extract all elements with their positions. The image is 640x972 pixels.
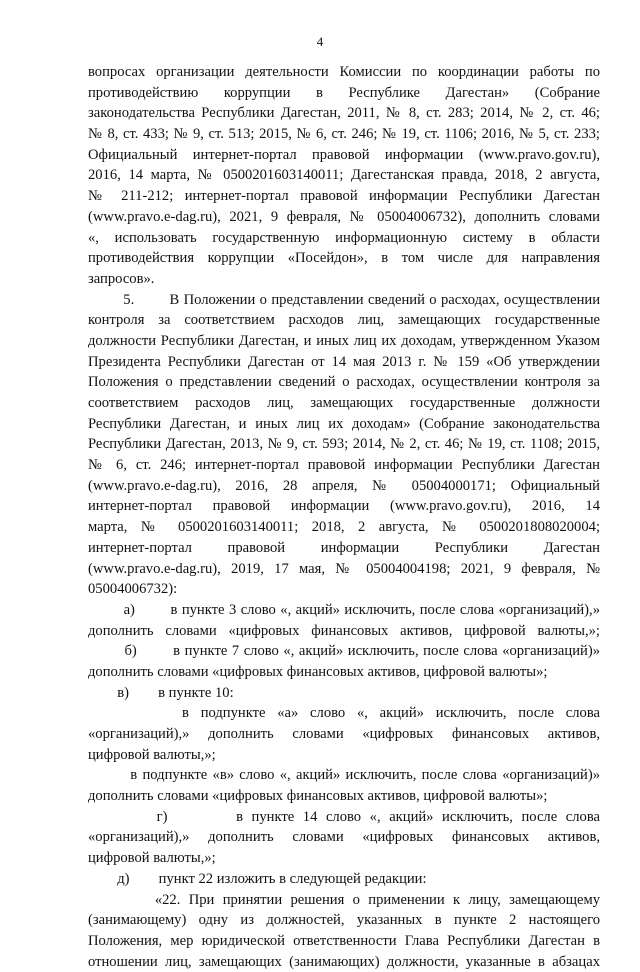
text-line: марта, № 0500201603140011; 2018, 2 августа, № 0500201808020004; — [88, 519, 600, 536]
page-number: 4 — [316, 34, 324, 49]
text-line: противодействия коррупции «Посейдон», в том числе для направления — [88, 250, 600, 267]
text-line: в подпункте «в» слово «, акций» исключить, после слова «организаций)» — [88, 767, 600, 784]
text-line: интернет-портал правовой информации Республики Дагестан — [88, 539, 600, 556]
text-line: № 8, ст. 433; № 9, ст. 513; 2015, № 6, ст. 246; № 19, ст. 1106; 2016, № 5, ст. 233; — [88, 126, 600, 143]
text-line: интернет-портал правовой информации (www.pravo.gov.ru), 2016, 14 — [88, 498, 600, 515]
text-line: Республики Дагестан, 2013, № 9, ст. 593; 2014, № 2, ст. 46; № 19, ст. 1108; 2015, — [88, 436, 600, 453]
text-line: дополнить словами «цифровых финансовых активов, цифровой валюты,»; — [88, 622, 600, 639]
text-line: № 6, ст. 246; интернет-портал правовой информации Республики Дагестан — [88, 457, 600, 474]
text-line: 2016, 14 марта, № 0500201603140011; Дагестанская правда, 2018, 2 августа, — [88, 167, 600, 184]
text-line: должности Республики Дагестан, и иных лиц их доходам, утвержденном Указом — [88, 332, 600, 349]
text-line: «, использовать государственную информационную систему в области — [88, 229, 600, 246]
text-line: «организаций),» дополнить словами «цифровых финансовых активов, — [88, 726, 600, 742]
document-body — [88, 62, 600, 972]
text-line: а) в пункте 3 слово «, акций» исключить, после слова «организаций),» — [88, 601, 600, 618]
text-line: д) пункт 22 изложить в следующей редакции: — [88, 870, 427, 887]
text-line: (www.pravo.e-dag.ru), 2019, 17 мая, № 05004004198; 2021, 9 февраля, № — [88, 560, 600, 577]
text-line: № 211-212; интернет-портал правовой информации Республики Дагестан — [88, 188, 600, 205]
text-line: в подпункте «а» слово «, акций» исключить, после слова — [88, 705, 600, 722]
text-line: Положения о представлении сведений о расходах, осуществлении контроля за — [88, 374, 600, 391]
text-line: «22. При принятии решения о применении к лицу, замещающему — [88, 891, 600, 908]
text-line: цифровой валюты,»; — [88, 850, 216, 867]
text-line: запросов». — [88, 270, 155, 287]
text-line: противодействию коррупции в Республике Дагестан» (Собрание — [88, 84, 600, 101]
text-line: (занимающему) одну из должностей, указанных в пункте 2 настоящего — [88, 912, 600, 929]
text-line: законодательства Республики Дагестан, 2011, № 8, ст. 283; 2014, № 2, ст. 46; — [88, 105, 600, 122]
text-line: вопросах организации деятельности Комиссии по координации работы по — [88, 64, 600, 80]
text-line: (www.pravo.e-dag.ru), 2021, 9 февраля, № 05004006732), дополнить словами — [88, 208, 600, 225]
text-line: 05004006732): — [88, 581, 178, 598]
text-line: отношении лиц, замещающих (занимающих) должности, указанные в абзацах — [88, 953, 600, 970]
text-line: дополнить словами «цифровых финансовых активов, цифровой валюты»; — [88, 663, 548, 680]
text-line: Официальный интернет-портал правовой информации (www.pravo.gov.ru), — [88, 146, 600, 163]
text-line: Положения, мер юридической ответственности Глава Республики Дагестан в — [88, 932, 600, 949]
text-line: (www.pravo.e-dag.ru), 2016, 28 апреля, № 05004000171; Официальный — [88, 477, 600, 494]
text-line: соответствием расходов лиц, замещающих государственные должности — [88, 395, 600, 411]
text-line: б) в пункте 7 слово «, акций» исключить, после слова «организаций)» — [88, 643, 601, 660]
text-line: 5. В Положении о представлении сведений о расходах, осуществлении — [88, 291, 600, 308]
text-line: дополнить словами «цифровых финансовых активов, цифровой валюты»; — [88, 788, 548, 805]
text-line: «организаций),» дополнить словами «цифровых финансовых активов, — [88, 829, 600, 846]
text-line: в) в пункте 10: — [88, 684, 234, 701]
text-line: контроля за соответствием расходов лиц, замещающих государственные — [88, 312, 600, 329]
text-line: Республики Дагестан, и иных лиц их доходам» (Собрание законодательства — [88, 415, 600, 432]
text-line: г) в пункте 14 слово «, акций» исключить, после слова — [88, 808, 600, 825]
text-line: цифровой валюты,»; — [88, 746, 216, 763]
text-line: Президента Республики Дагестан от 14 мая 2013 г. № 159 «Об утверждении — [88, 353, 600, 370]
